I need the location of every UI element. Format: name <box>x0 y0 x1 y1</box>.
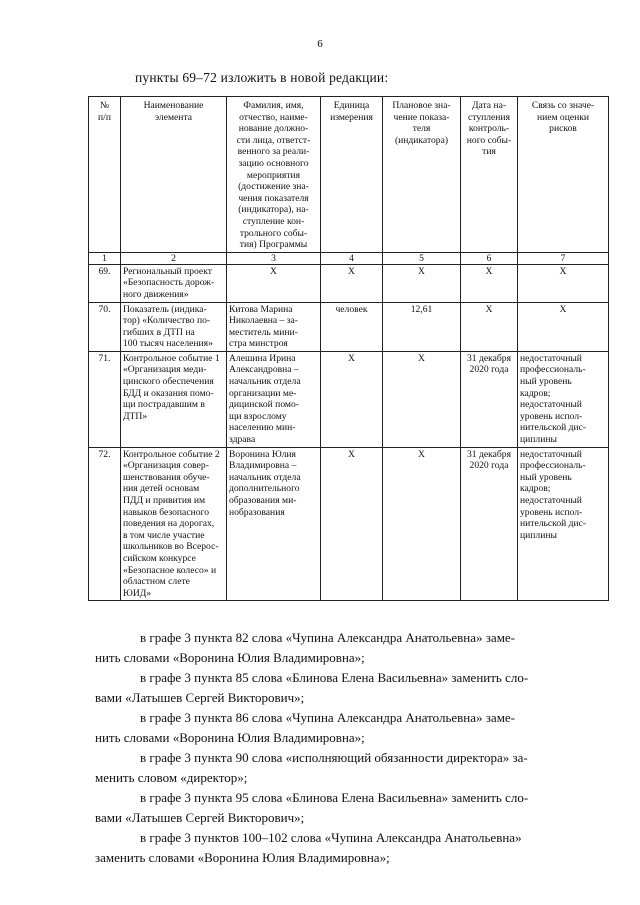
row-number: 71. <box>89 351 121 447</box>
responsible-person: Китова Марина Николаевна – за- меститель мини- стра минстроя <box>227 302 321 351</box>
table-row <box>89 264 609 302</box>
event-date: X <box>461 302 518 351</box>
amendment-line: в графе 3 пункта 82 слова «Чупина Александра Анатольевна» заме- <box>140 630 516 645</box>
event-date: 31 декабря 2020 года <box>461 447 518 601</box>
program-table <box>88 96 609 601</box>
table-row <box>89 302 609 351</box>
row-number: 72. <box>89 447 121 601</box>
element-name: Контрольное событие 2 «Организация совер- шенствования обуче- ния детей основам ПДД и привития им навыков безопасного поведения на дорогах, в том числе участие школьников во Всерос- сийском конкурсе «Безопасное колесо» и областном слете ЮИД» <box>121 447 227 601</box>
unit-of-measure: X <box>321 264 383 302</box>
unit-of-measure: X <box>321 447 383 601</box>
row-number: 69. <box>89 264 121 302</box>
amendment-line: вами «Латышев Сергей Викторович»; <box>95 690 305 705</box>
header-cell-num: № п/п <box>89 97 121 253</box>
amendments-list <box>95 628 603 868</box>
row-number: 70. <box>89 302 121 351</box>
column-number: 4 <box>321 252 383 264</box>
planned-value: 12,61 <box>383 302 461 351</box>
responsible-person: Воронина Юлия Владимировна – начальник отдела дополнительного образования ми- нобразования <box>227 447 321 601</box>
page-number: 6 <box>317 38 323 50</box>
event-date: 31 декабря 2020 года <box>461 351 518 447</box>
table-row <box>89 351 609 447</box>
risk-link: X <box>518 302 609 351</box>
header-cell-date: Дата на- ступления контроль- ного собы- тия <box>461 97 518 253</box>
element-name: Региональный проект «Безопасность дорож- ного движения» <box>121 264 227 302</box>
planned-value: X <box>383 351 461 447</box>
element-name: Контрольное событие 1 «Организация меди- цинского обеспечения БДД и оказания помо- щи пострадавшим в ДТП» <box>121 351 227 447</box>
header-cell-unit: Единица измерения <box>321 97 383 253</box>
element-name: Показатель (индика- тор) «Количество по- гибших в ДТП на 100 тысяч населения» <box>121 302 227 351</box>
amendment-line: в графе 3 пункта 86 слова «Чупина Александра Анатольевна» заме- <box>140 710 516 725</box>
header-cell-plan: Плановое зна- чение показа- теля (индикатора) <box>383 97 461 253</box>
risk-link: X <box>518 264 609 302</box>
planned-value: X <box>383 264 461 302</box>
unit-of-measure: человек <box>321 302 383 351</box>
column-number: 3 <box>227 252 321 264</box>
unit-of-measure: X <box>321 351 383 447</box>
planned-value: X <box>383 447 461 601</box>
event-date: X <box>461 264 518 302</box>
responsible-person: Алешина Ирина Александровна – начальник отдела организации ме- дицинской помо- щи взрослому населению мин- здрава <box>227 351 321 447</box>
intro-text: пункты 69–72 изложить в новой редакции: <box>135 70 389 85</box>
responsible-person: X <box>227 264 321 302</box>
amendment-line: нить словами «Воронина Юлия Владимировна»; <box>95 730 365 745</box>
header-cell-risk: Связь со значе- нием оценки рисков <box>518 97 609 253</box>
table-row <box>89 447 609 601</box>
amendment-line: в графе 3 пункта 90 слова «исполняющий обязанности директора» за- <box>140 750 528 765</box>
column-number: 6 <box>461 252 518 264</box>
risk-link: недостаточный профессиональ- ный уровень кадров; недостаточный уровень испол- нительской дис- циплины <box>518 351 609 447</box>
amendment-line: вами «Латышев Сергей Викторович»; <box>95 810 305 825</box>
amendment-line: нить словами «Воронина Юлия Владимировна»; <box>95 650 365 665</box>
amendment-line: менить словом «директор»; <box>95 770 248 785</box>
header-cell-responsible: Фамилия, имя, отчество, наиме- нование должно- сти лица, ответст- венного за реали- зацию основного мероприятия (достижение зна- чения показателя (индикатора), на- ступление кон- трольного собы- тия) Программы <box>227 97 321 253</box>
column-number: 7 <box>518 252 609 264</box>
amendment-line: в графе 3 пункта 85 слова «Блинова Елена Васильевна» заменить сло- <box>140 670 529 685</box>
column-number: 1 <box>89 252 121 264</box>
amendment-line: в графе 3 пункта 95 слова «Блинова Елена Васильевна» заменить сло- <box>140 790 529 805</box>
header-cell-element: Наименование элемента <box>121 97 227 253</box>
column-number: 2 <box>121 252 227 264</box>
amendment-line: в графе 3 пунктов 100–102 слова «Чупина Александра Анатольевна» <box>140 830 522 845</box>
column-number: 5 <box>383 252 461 264</box>
column-number-row <box>89 252 609 264</box>
risk-link: недостаточный профессиональ- ный уровень кадров; недостаточный уровень испол- нительской дис- циплины <box>518 447 609 601</box>
header-row <box>89 97 609 253</box>
amendment-line: заменить словами «Воронина Юлия Владимировна»; <box>95 850 390 865</box>
